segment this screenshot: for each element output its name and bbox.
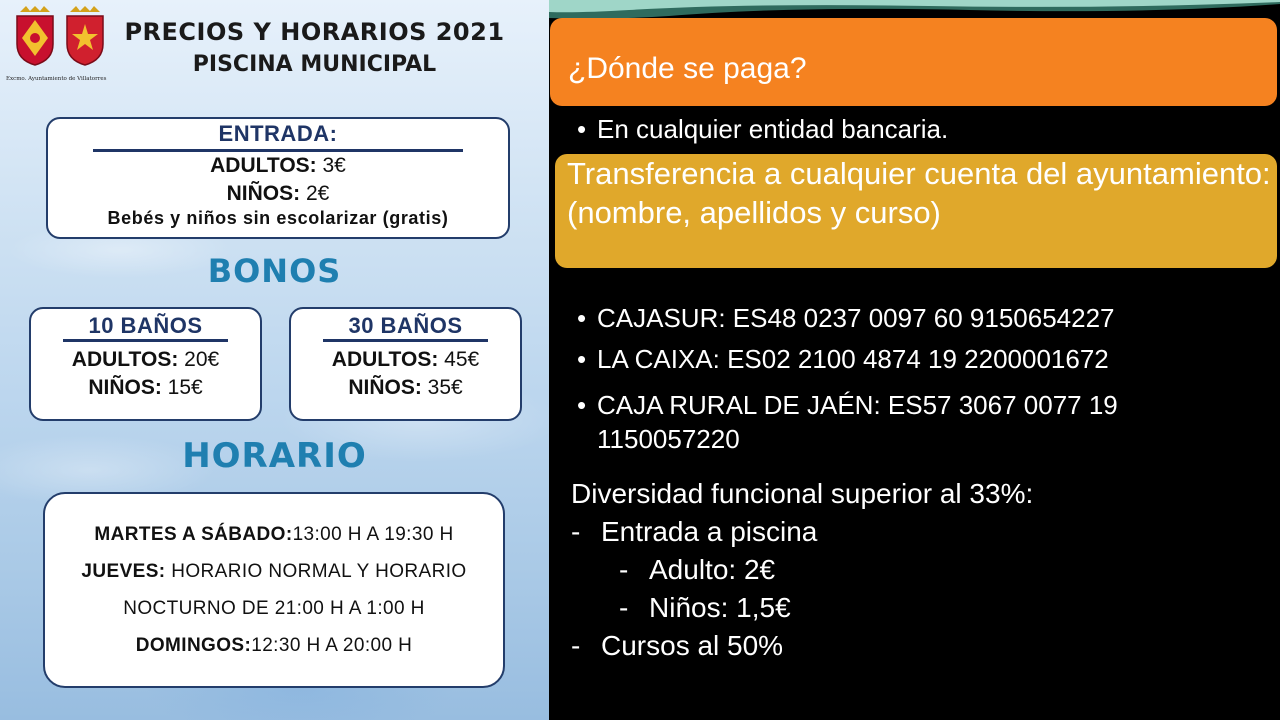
diversidad-sub-adulto: - Adulto: 2€ [619, 554, 776, 585]
decorative-wave [549, 0, 1280, 20]
bono-10-card [29, 307, 262, 421]
bono-10-adultos: ADULTOS: 20€ [71, 348, 220, 371]
bono-10-ninos: NIÑOS: 15€ [88, 376, 203, 399]
entrada-card [46, 117, 510, 239]
entrada-adultos: ADULTOS: 3€ [210, 154, 346, 177]
horario-card [43, 492, 505, 688]
bono-10-underline [63, 339, 228, 342]
bono-30-underline [323, 339, 488, 342]
bono-30-card [289, 307, 522, 421]
horario-row-martes: MARTES A SÁBADO:13:00 H A 19:30 H [94, 524, 454, 545]
diversidad-heading: Diversidad funcional superior al 33%: [571, 478, 1034, 509]
account-cajasur: • CAJASUR: ES48 0237 0097 60 9150654227 [577, 303, 1115, 333]
coat-of-arms-icon [14, 6, 56, 66]
bonos-heading: BONOS [207, 252, 342, 290]
horario-heading: HORARIO [182, 436, 367, 476]
payment-slide [549, 0, 1280, 720]
pool-poster [0, 0, 549, 720]
transfer-box: Transferencia a cualquier cuenta del ayuntamiento: (nombre, apellidos y curso) [555, 154, 1277, 268]
bono-30-heading: 30 BAÑOS [348, 313, 463, 338]
account-cajarural-cont: 1150057220 [597, 424, 740, 454]
horario-row-nocturno: NOCTURNO DE 21:00 H A 1:00 H [123, 598, 425, 619]
entrada-ninos: NIÑOS: 2€ [226, 182, 330, 205]
title-line-2: PISCINA MUNICIPAL [192, 52, 437, 77]
bono-30-ninos: NIÑOS: 35€ [348, 376, 463, 399]
account-cajarural: • CAJA RURAL DE JAÉN: ES57 3067 0077 19 [577, 390, 1118, 420]
bono-30-adultos: ADULTOS: 45€ [331, 348, 480, 371]
entrada-note: Bebés y niños sin escolarizar (gratis) [107, 208, 449, 228]
account-lacaixa: • LA CAIXA: ES02 2100 4874 19 2200001672 [577, 344, 1109, 374]
bank-bullet: • En cualquier entidad bancaria. [577, 114, 949, 144]
title-line-1: PRECIOS Y HORARIOS 2021 [124, 18, 505, 46]
town-caption: Excmo. Ayuntamiento de Villatorres [6, 76, 107, 82]
entrada-heading: ENTRADA: [218, 121, 338, 146]
town-shield-icon [64, 6, 106, 66]
bono-10-heading: 10 BAÑOS [88, 313, 203, 338]
diversidad-sub-ninos: - Niños: 1,5€ [619, 592, 791, 623]
horario-row-domingos: DOMINGOS:12:30 H A 20:00 H [135, 635, 413, 656]
diversidad-item-cursos: - Cursos al 50% [571, 630, 784, 661]
poster-title [112, 20, 517, 76]
horario-row-jueves: JUEVES: HORARIO NORMAL Y HORARIO [81, 561, 467, 582]
pay-heading-box: ¿Dónde se paga? [550, 18, 1277, 106]
diversidad-item-entrada: - Entrada a piscina [571, 516, 818, 547]
